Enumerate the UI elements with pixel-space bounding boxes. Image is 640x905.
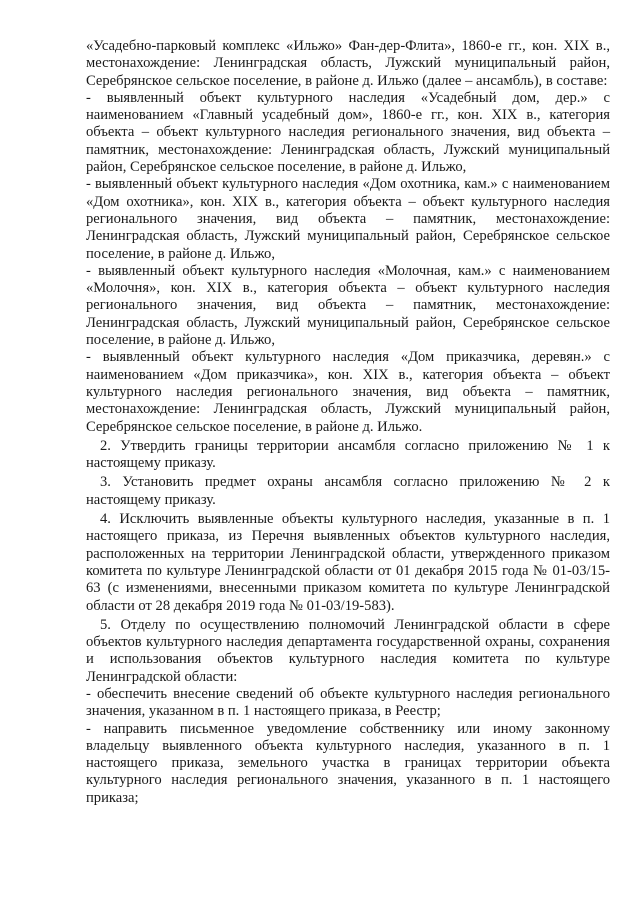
clause-5: 5. Отделу по осуществлению полномочий Ленинградской области в сфере объектов культурного наследия департамента государственной охраны, сохранения и использования объектов культурного наследия комитета по культуре Ленинградской области:	[86, 616, 610, 685]
intro-paragraph: «Усадебно-парковый комплекс «Ильжо» Фан-дер-Флита», 1860-е гг., кон. XIX в., местонахождение: Ленинградская область, Лужский муниципальный район, Серебрянское сельское поселение, в районе д. Ильжо (далее – ансамбль), в составе:	[86, 38, 610, 89]
subitem-notification: - направить письменное уведомление собственнику или иному законному владельцу выявленного объекта культурного наследия, указанного в п. 1 настоящего приказа, земельного участка в границах территории объекта культурного наследия регионального значения, указанного в п. 1 настоящего приказа;	[86, 720, 610, 806]
subitem-registry: - обеспечить внесение сведений об объекте культурного наследия регионального значения, указанном в п. 1 настоящего приказа, в Реестр;	[86, 685, 610, 720]
document-page	[86, 38, 610, 807]
list-item-hunter-house: - выявленный объект культурного наследия «Дом охотника, кам.» с наименованием «Дом охотника», кон. XIX в., категория объекта – объект культурного наследия регионального значения, вид объекта – памятник, местонахождение: Ленинградская область, Лужский муниципальный район, Серебрянское сельское поселение, в районе д. Ильжо,	[86, 176, 610, 262]
clause-4: 4. Исключить выявленные объекты культурного наследия, указанные в п. 1 настоящего приказа, из Перечня выявленных объектов культурного наследия, расположенных на территории Ленинградской области, утвержденного приказом комитета по культуре Ленинградской области от 01 декабря 2015 года № 01-03/15-63 (с изменениями, внесенными приказом комитета по культуре Ленинградской области от 28 декабря 2019 года № 01-03/19-583).	[86, 511, 610, 614]
list-item-dairy: - выявленный объект культурного наследия «Молочная, кам.» с наименованием «Молочня», кон. XIX в., категория объекта – объект культурного наследия регионального значения, вид объекта – памятник, местонахождение: Ленинградская область, Лужский муниципальный район, Серебрянское сельское поселение, в районе д. Ильжо,	[86, 262, 610, 349]
list-item-steward-house: - выявленный объект культурного наследия «Дом приказчика, деревян.» с наименованием «Дом приказчика», кон. XIX в., категория объекта – объект культурного наследия регионального значения, вид объекта – памятник, местонахождение: Ленинградская область, Лужский муниципальный район, Серебрянское сельское поселение, в районе д. Ильжо.	[86, 349, 610, 435]
list-item-main-house: - выявленный объект культурного наследия «Усадебный дом, дер.» с наименованием «Главный усадебный дом», 1860-е гг., кон. XIX в., категория объекта – объект культурного наследия регионального значения, вид объекта – памятник, местонахождение: Ленинградская область, Лужский муниципальный район, Серебрянское сельское поселение, в районе д. Ильжо,	[86, 89, 610, 176]
clause-2: 2. Утвердить границы территории ансамбля согласно приложению № 1 к настоящему приказу.	[86, 437, 610, 472]
clause-3: 3. Установить предмет охраны ансамбля согласно приложению № 2 к настоящему приказу.	[86, 474, 610, 508]
